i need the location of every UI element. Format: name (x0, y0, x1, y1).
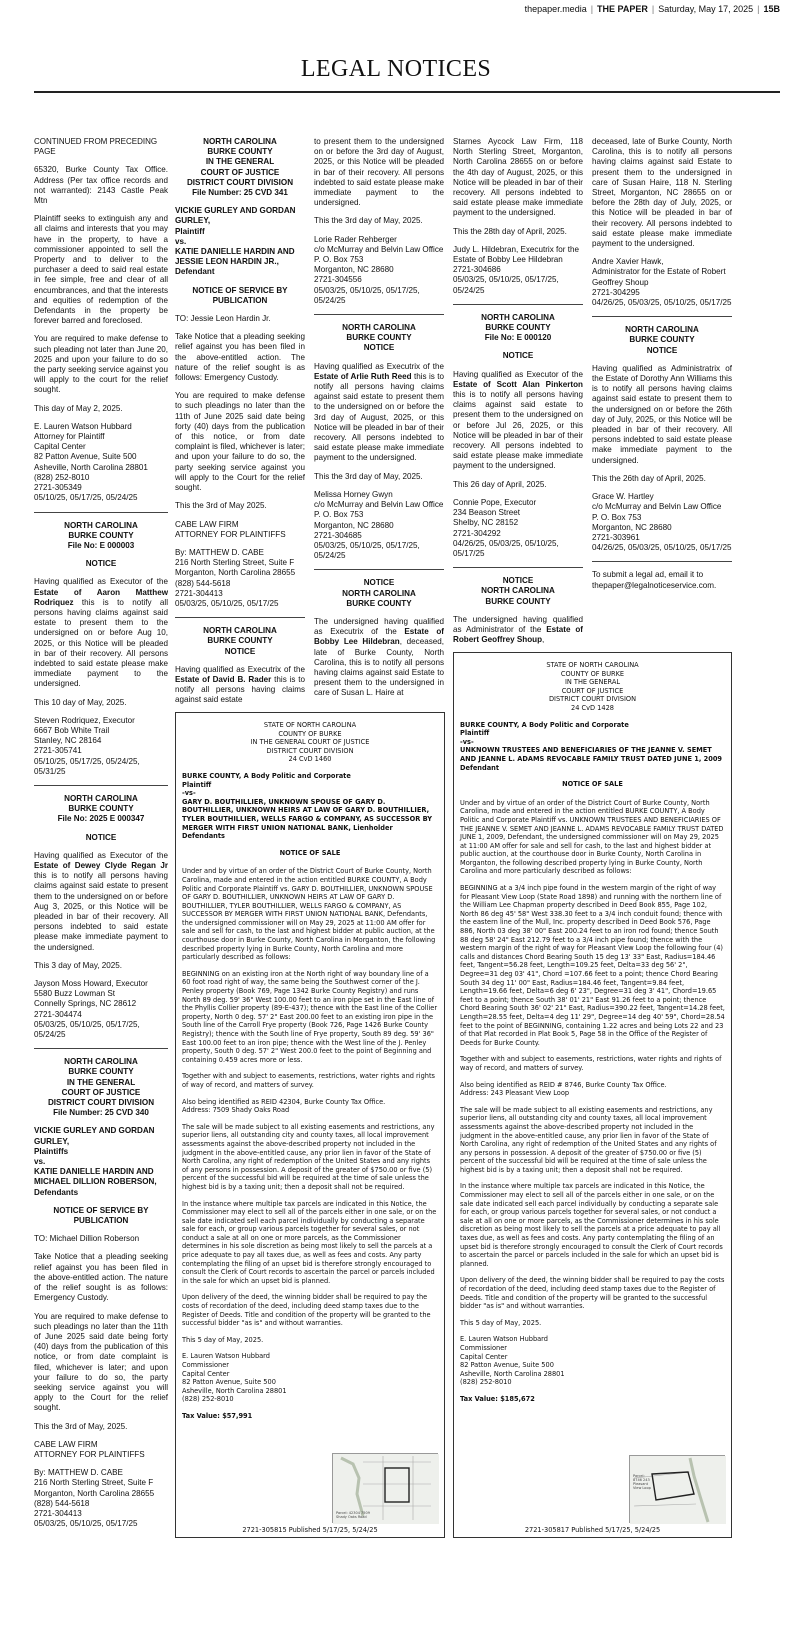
paragraph: to present them to the undersigned on or before the 3rd day of August, 2025, or this Notice will be pleaded in bar of their recovery. All persons indebted to said estate please make immediate payment to the undersigned. (314, 137, 444, 208)
date-line: This 5 day of May, 2025. (460, 1318, 542, 1327)
notice-label: NOTICE (502, 351, 534, 361)
date-line: This the 3rd of May, 2025. (34, 1421, 128, 1431)
notice-body: Having qualified as Executor of the Estate of Scott Alan Pinkerton this is to notify all persons having claims against said estate to present them to the undersigned on or before Jul 26, 2025, or this Notice will be pleaded in bar of their recovery. All persons indebted to said estate please make immediate payment to the undersigned. (453, 369, 583, 471)
divider (34, 1048, 168, 1049)
recipient-line: TO: Michael Dillion Roberson (34, 1234, 140, 1244)
signature-block: E. Lauren Watson Hubbard Attorney for Plaintiff Capital Center 82 Patton Avenue, Suite 500 Asheville, North Carolina 28801 (828) 252-8010 2721-305349 05/10/25, 05/17/25, 05/24/25 (34, 421, 148, 503)
notice-body: The undersigned having qualified as Administrator of the Estate of Robert Geoffrey Shoup, (453, 614, 583, 645)
signature-block: By: MATTHEW D. CABE 216 North Sterling Street, Suite F Morganton, North Carolina 28655 (828) 544-5618 2721-304413 05/03/25, 05/10/25, 05/17/25 (34, 1468, 155, 1527)
paragraph: The sale will be made subject to all existing easements and restrictions, any superior liens, all outstanding city and county taxes, all local improvement assessments against the above-described property not included in the judgment in the above-entitled cause, any prior lien in favor of the State of North Carolina, any right of redemption of the United States and any rights of any persons in possession. A deposit of the greater of $750.00 or five (5) percent of the successful bid will be required at the time of sale unless the highest bid is by a taxing unit; then a deposit shall not be required. (182, 1122, 435, 1191)
paragraph: You are required to make defense to such pleadings no later than the 11th of June 2025 said date being forty (40) days from the publication of this notice, or from date complaint is filed, whichever is later; and upon your failure to do so, the party seeking service against you will apply to the Court for the relief sought. (175, 391, 305, 493)
page-number: 15B (763, 4, 780, 14)
notice-heading: NOTICE NORTH CAROLINA BURKE COUNTY (481, 576, 555, 606)
notice-label: NOTICE (85, 832, 117, 842)
paragraph: Under and by virtue of an order of the District Court of Burke County, North Carolina, made and entered in the action entitled BURKE COUNTY, A Body Politic and Corporate Plaintiff vs. UNKNOWN TRUSTEES AND BENEFICIARIES OF THE JEANNE V. SEMET AND JEANNE L. ADAMS REVOCABLE FAMILY TRUST DATED JUNE 1, 2009, Defendant, the undersigned commissioner will on May 29, 2025 at 11:00 AM offer for sale and sell for cash, to the last and highest bidder at public auction, at the courthouse door in Burke County, North Carolina in Morganton, the following described property lying in Burke County, North Carolina and more particularly described as follows: (460, 798, 724, 876)
signature-block: Connie Pope, Executor 234 Beason Street Shelby, NC 28152 2721-304292 04/26/25, 05/03/25, 05/10/25, 05/17/25 (453, 497, 559, 558)
divider (314, 314, 444, 315)
court-heading: STATE OF NORTH CAROLINA COUNTY OF BURKE IN THE GENERAL COURT OF JUSTICE DISTRICT COURT DIVISION 24 CvD 1428 (546, 661, 639, 712)
notice-title: NOTICE OF SERVICE BY PUBLICATION (53, 1205, 149, 1226)
publication-footer: 2721-305815 Published 5/17/25, 5/24/25 (242, 1526, 378, 1535)
date-line: This the 3rd day of May, 2025. (314, 216, 423, 226)
parcel-map-graphic (630, 1456, 726, 1524)
signature-block: Andre Xavier Hawk, Administrator for the Estate of Robert Geoffrey Shoup 2721-304295 04/26/25, 05/03/25, 05/10/25, 05/17/25 (592, 257, 732, 308)
paragraph: In the instance where multiple tax parcels are indicated in this Notice, the Commissioner may elect to sell all of the parcels either in one sale, or on the sale date indicated sell each parcel individually by conducting a separate sale for each, or group various parcels together for several sales, or not conduct a sale at all on one or more parcels, as the Commissioner determines in his sole discretion as being most likely to sell the parcels at a price adequate to pay all taxes due, as well as fees and costs. Any party contemplating the filing of an upset bid is therefore strongly encouraged to consult the Clerk of Court records to ascertain the parcel or parcels included in the sale for which an upset bid is planned. (460, 1182, 723, 1268)
case-parties: BURKE COUNTY, A Body Politic and Corporate Plaintiff -vs- GARY D. BOUTHILLIER, UNKNOWN SPOUSE OF GARY D. BOUTHILLIER, UNKNOWN HEIRS AT LAW OF GARY D. BOUTHILLIER, TYLER BOUTHILLIER, WELLS FARGO & COMPANY, AS SUCCESSOR BY MERGER WITH FIRST UNION NATIONAL BANK, Lienholder Defendants (182, 771, 433, 841)
reid-line: Also being identified as REID # 8746, Burke County Tax Office. Address: 243 Pleasant View Loop (460, 1080, 667, 1098)
court-heading: STATE OF NORTH CAROLINA COUNTY OF BURKE IN THE GENERAL COURT OF JUSTICE DISTRICT COURT DIVISION 24 CvD 1460 (250, 721, 370, 764)
parcel-map (629, 1455, 725, 1523)
masthead-info: thepaper.media | THE PAPER | Saturday, May 17, 2025 | 15B (524, 4, 780, 14)
column-5 (592, 137, 732, 649)
notice-heading: NORTH CAROLINA BURKE COUNTY NOTICE (203, 626, 277, 656)
signature-block: Lorie Rader Rehberger c/o McMurray and Belvin Law Office P. O. Box 753 Morganton, NC 28680 2721-304556 05/03/25, 05/10/25, 05/17/25, 05/24/25 (314, 234, 444, 305)
paragraph: Upon delivery of the deed, the winning bidder shall be required to pay the costs of recordation of the deed, including deed stamp taxes due to the Register of Deeds. Title and condition of the property will be granted to the successful bidder "as is" and without warranties. (460, 1276, 725, 1311)
notice-heading: NOTICE NORTH CAROLINA BURKE COUNTY (342, 578, 416, 608)
masthead (0, 0, 792, 90)
signature-block: Judy L. Hildebran, Executrix for the Estate of Bobby Lee Hildebran 2721-304686 05/03/25, 05/10/25, 05/17/25, 05/24/25 (453, 244, 579, 295)
signature-block: Steven Rodriquez, Executor 6667 Bob White Trail Stanley, NC 28164 2721-305741 05/10/25, 05/17/25, 05/24/25, 05/31/25 (34, 715, 140, 776)
divider (453, 567, 583, 568)
date-line: This day of May 2, 2025. (34, 403, 123, 413)
column-2 (175, 137, 305, 709)
divider (592, 316, 732, 317)
notice-heading: NORTH CAROLINA BURKE COUNTY NOTICE (342, 323, 416, 353)
paragraph: Together with and subject to easements, restrictions, water rights and rights of way of record, and matters of survey. (460, 1055, 722, 1072)
divider (175, 617, 305, 618)
notice-body: Having qualified as Executor of the Estate of Aaron Matthew Rodriquez this is to notify all persons having claims against said estate to present them to the undersigned on or before Aug 10, 2025, or this Notice will be pleaded in bar of their recovery. All persons indebted to said estate please make immediate payment to the undersigned. (34, 577, 168, 689)
firm-block: CABE LAW FIRM ATTORNEY FOR PLAINTIFFS (34, 1439, 145, 1459)
case-parties: BURKE COUNTY, A Body Politic and Corporate Plaintiff -vs- UNKNOWN TRUSTEES AND BENEFICIARIES OF THE JEANNE V. SEMET AND JEANNE L. ADAMS REVOCABLE FAMILY TRUST DATED JUNE 1, 2009 Defendant (460, 720, 722, 772)
paragraph: Take Notice that a pleading seeking relief against you has been filed in the above-entitled action. The nature of the relief sought is as follows: Emergency Custody. (34, 1252, 168, 1303)
paragraph: 65320, Burke County Tax Office. Address (Per tax office records and not warranted): 2143 Castle Peak Mtn (34, 165, 168, 206)
notice-title: NOTICE OF SERVICE BY PUBLICATION (192, 285, 288, 305)
notice-of-sale-box-2 (453, 652, 732, 1538)
recipient-line: TO: Jessie Leon Hardin Jr. (175, 314, 271, 324)
date-line: This 26 day of April, 2025. (453, 479, 547, 489)
date-line: This the 3rd of May 2025. (175, 501, 267, 511)
signature-block: E. Lauren Watson Hubbard Commissioner Capital Center 82 Patton Avenue, Suite 500 Asheville, North Carolina 28801 (828) 252-8010 (182, 1352, 287, 1404)
paragraph: deceased, late of Burke County, North Carolina, this is to notify all persons having claims against said Estate to present them to the undersigned in care of Susan Haire, 118 N. Sterling Street, Morganton, NC 28655 on or before the 28th day of July, 2025, or this Notice will be pleaded in bar of their recovery. All persons indebted to said estate please make immediate payment to the undersigned. (592, 137, 732, 249)
notice-body: The undersigned having qualified as Executrix of the Estate of Bobby Lee Hildebran, deceased, late of Burke County, North Carolina, this is to notify all persons having claims against said Estate to present them to the undersigned in care of Susan L. Haire at (314, 616, 444, 698)
paper-name: THE PAPER (597, 4, 648, 14)
divider (34, 785, 168, 786)
notice-body: Having qualified as Executrix of the Estate of David B. Rader this is to notify all persons having claims against said estate (175, 664, 305, 705)
notice-of-sale-title: NOTICE OF SALE (562, 780, 623, 789)
divider (592, 561, 732, 562)
firm-block: CABE LAW FIRM ATTORNEY FOR PLAINTIFFS (175, 519, 286, 539)
publication-footer: 2721-305817 Published 5/17/25, 5/24/25 (524, 1526, 661, 1535)
signature-block: Grace W. Hartley c/o McMurray and Belvin Law Office P. O. Box 753 Morganton, NC 28680 2721-303961 04/26/25, 05/03/25, 05/10/25, 05/17/25 (592, 492, 732, 553)
property-description: BEGINNING at a 3/4 inch pipe found in the western margin of the right of way for Pleasant View Loop (State Road 1898) and running with the northern line of the William Lee Chapman property described in Deed Book 855, Page 102, North 86 deg 45' 58" West 338.30 feet to a 3/4 inch conduit found; thence with the eastern line of the Mull, Inc. property described in Deed Book 576, Page 886, North 03 deg 38' 00" East 200.24 feet to an iron rod found; thence South 88 deg 58' 24" East 212.79 feet to a 3/4 inch pipe found; thence with the western margin of the right of way for Pleasant View Loop the following four (4) calls and distances Chord Bearing South 15 deg 13' 33" East, Radius=184.46 feet, Tangent=56.28 feet, Length=109.25 feet, Delta=33 deg 56' 2", Degree=31 deg 03' 41", Chord =107.66 feet to a point; thence Chord Bearing South 34 deg 11' 00" East, Radius=184.46 feet, Tangent=9.84 feet, Length=19.66 feet, Delta=6 deg 6' 23", Degree=31 deg 3' 41", Chord=19.65 feet to a point; thence South 38' 01' 21" East 91.26 feet to a point; thence Chord Bearing South 36' 02' 21" East, Radius=390.22 feet, Tangent=14.28 feet, Length=28.55 feet, Delta=4 deg 11' 29", Degree=14 deg 40' 59", Chord=28.54 feet to the point of BEGINNING, containing 1.22 acres and being Lots 22 and 23 of that Plat recorded in Plat Book 5, Page 58 in the Office of the Register of Deeds for Burke County. (460, 884, 725, 1047)
date-line: This 3 day of May, 2025. (34, 960, 123, 970)
notice-heading: NORTH CAROLINA BURKE COUNTY IN THE GENERAL COURT OF JUSTICE DISTRICT COURT DIVISION File Number: 25 CVD 341 (186, 137, 294, 198)
case-parties: VICKIE GURLEY AND GORDAN GURLEY, Plaintiff vs. KATIE DANIELLE HARDIN AND JESSIE LEON HARDIN JR., Defendant (175, 206, 296, 277)
column-4 (453, 137, 583, 649)
notice-heading: NORTH CAROLINA BURKE COUNTY File No: E 000120 (481, 312, 555, 343)
continued-label: CONTINUED FROM PRECEDING PAGE (34, 137, 158, 157)
notice-heading: NORTH CAROLINA BURKE COUNTY File No: 2025 E 000347 (57, 793, 145, 824)
paragraph: You are required to make defense to such pleadings no later than the 11th of June 2025 said date being forty (40) days from the publication of this notice, or from date complaint is filed, whichever is later; and upon your failure to do so, the party seeking service against you will apply to the Court for the relief sought. (34, 1311, 168, 1413)
map-label: Parcel: 8746 243 Pleasant View Loop (633, 1474, 651, 1490)
column-1 (34, 137, 168, 1527)
divider (453, 304, 583, 305)
tax-value: Tax Value: $57,991 (182, 1411, 253, 1420)
notice-body: Having qualified as Executrix of the Estate of Arlie Ruth Reed this is to notify all persons having claims against said estate to present them to the undersigned on or before the 3rd day of August, 2025, or this Notice will be pleaded in bar of their recovery. All persons indebted to said estate please make immediate payment to the undersigned. (314, 361, 444, 463)
paragraph: In the instance where multiple tax parcels are indicated in this Notice, the Commissioner may elect to sell all of the parcels either in one sale, or on the sale date indicated sell each parcel individually by conducting a separate sale for each, or group various parcels together for several sales, or not conduct a sale at all on one or more parcels, as the Commissioner determines in his sole discretion as being most likely to sell the parcels at a price adequate to pay all taxes due, as well as fees and costs. Any party contemplating the filing of an upset bid is therefore strongly encouraged to consult the Clerk of Court records to ascertain the parcel or parcels included in the sale for which an upset bid is planned. (182, 1199, 437, 1285)
site-name: thepaper.media (524, 4, 587, 14)
signature-block: By: MATTHEW D. CABE 216 North Sterling Street, Suite F Morganton, North Carolina 28655 (828) 544-5618 2721-304413 05/03/25, 05/10/25, 05/17/25 (175, 547, 296, 608)
reid-line: Also being identified as REID 42304, Burke County Tax Office. Address: 7509 Shady Oaks Road (182, 1097, 386, 1115)
paragraph: Under and by virtue of an order of the District Court of Burke County, North Carolina, made and entered in the action entitled BURKE COUNTY, A Body Politic and Corporate Plaintiff vs. GARY D. BOUTHILLIER, UNKNOWN SPOUSE OF GARY D. BOUTHILLIER, UNKNOWN HEIRS AT LAW OF GARY D. BOUTHILLIER, TYLER BOUTHILLIER, WELLS FARGO & COMPANY, AS SUCCESSOR BY MERGER WITH FIRST UNION NATIONAL BANK, Defendants, the undersigned commissioner will on May 29, 2025 at 11:00 AM offer for sale and sell for cash, to the last and highest bidder at public auction, at the courthouse door in Burke County, North Carolina in Morganton, the following described property lying in Burke County, North Carolina and more particularly described as follows: (182, 867, 436, 962)
notice-of-sale-box-1 (175, 712, 445, 1538)
submit-ad-note: To submit a legal ad, email it to thepaper@legalnoticeservice.com. (592, 570, 717, 590)
paragraph: The sale will be made subject to all existing easements and restrictions, any superior liens, all outstanding city and county taxes, all local improvement assessments against the above-described property not included in the judgment in the above-entitled cause, any prior lien in favor of the State of North Carolina, any right of redemption of the United States and any rights of any persons in possession. A deposit of the greater of $750.00 or five (5) percent of the successful bid will be required at the time of sale unless the highest bid is by a taxing unit; then a deposit shall not be required. (460, 1105, 717, 1174)
date-line: This the 28th day of April, 2025. (453, 226, 567, 236)
date-line: This the 3rd day of May, 2025. (314, 471, 423, 481)
signature-block: E. Lauren Watson Hubbard Commissioner Capital Center 82 Patton Avenue, Suite 500 Asheville, North Carolina 28801 (828) 252-8010 (460, 1335, 565, 1387)
paragraph: Starnes Aycock Law Firm, 118 North Sterling Street, Morganton, North Carolina 28655 on or before the 4th day of August, 2025, or this Notice will be pleaded in bar of their recovery. All persons indebted to said estate please make immediate payment to the undersigned. (453, 137, 583, 218)
issue-date: Saturday, May 17, 2025 (658, 4, 754, 14)
date-line: This 5 day of May, 2025. (182, 1335, 264, 1344)
divider (34, 512, 168, 513)
notice-of-sale-title: NOTICE OF SALE (279, 848, 341, 857)
divider (314, 569, 444, 570)
paragraph: Take Notice that a pleading seeking relief against you has been filed in the above-entitled action. The nature of the relief sought is as follows: Emergency Custody. (175, 332, 305, 383)
signature-block: Jayson Moss Howard, Executor 5580 Buzz Lowman St Connelly Springs, NC 28612 2721-304474 05/03/25, 05/10/25, 05/17/25, 05/24/25 (34, 979, 148, 1040)
property-description: BEGINNING on an existing iron at the North right of way boundary line of a 60 foot road right of way, the same being the Southwest corner of the J. Penley property (Book 769, Page 1342 Burke County Registry) and runs North 89 deg. 59' 36" West 100.00 feet to an iron pipe set in the East line of the Phyllis Collier property (89-E-437); thence with the East line of the Collier property, North 0 deg. 57' 2" East 200.00 feet to an existing iron pipe in the South line of the Carroll Frye property (Book 726, Page 1426 Burke County Registry); thence with the South line of Frye property, South 89 deg. 59' 36" East 100.00 feet to an iron pipe; thence with the West line of the J. Penley property, South 0 deg. 57' 2" West 200.0 feet to the point of Beginning and containing 0.459 acres more or less. (182, 969, 438, 1064)
case-parties: VICKIE GURLEY AND GORDAN GURLEY, Plaintiffs vs. KATIE DANIELLE HARDIN AND MICHAEL DILLION ROBERSON, Defendants (34, 1126, 157, 1197)
map-label: Parcel: 42304 7509 Shady Oaks Road (336, 1511, 370, 1519)
paragraph: You are required to make defense to such pleading not later than June 20, 2025 and upon your failure to do so the party seeking service against you will apply to the court for the relief sought. (34, 334, 168, 395)
notice-label: NOTICE (85, 559, 117, 569)
paragraph: Upon delivery of the deed, the winning bidder shall be required to pay the costs of recordation of the deed, including deed stamp taxes due to the Register of Deeds. Title and condition of the property will be granted to the successful bidder "as is" and without warranties. (182, 1293, 431, 1328)
column-3 (314, 137, 444, 709)
notice-body: Having qualified as Executor of the Estate of Dewey Clyde Regan Jr this is to notify all persons having claims against said estate to present them to the undersigned on or before Aug 3, 2025, or this Notice will be pleaded in bar of their recovery. All persons indebted to said estate please make immediate payment to the undersigned. (34, 850, 168, 952)
date-line: This 10 day of May, 2025. (34, 697, 127, 707)
signature-block: Melissa Horney Gwyn c/o McMurray and Belvin Law Office P. O. Box 753 Morganton, NC 28680 2721-304685 05/03/25, 05/10/25, 05/17/25, 05/24/25 (314, 489, 444, 561)
title-rule (34, 91, 780, 93)
date-line: This the 26th day of April, 2025. (592, 473, 706, 483)
notice-heading: NORTH CAROLINA BURKE COUNTY NOTICE (625, 325, 699, 355)
page-title: LEGAL NOTICES (300, 56, 492, 82)
paragraph: Together with and subject to easements, restrictions, water rights and rights of way of record, and matters of survey. (182, 1072, 435, 1089)
parcel-map (332, 1453, 438, 1523)
tax-value: Tax Value: $185,672 (460, 1394, 535, 1403)
notice-body: Having qualified as Administratrix of the Estate of Dorothy Ann Williams this is to notify all persons having claims against said estate to present them to the undersigned on or before the 26th day of July, 2025, or this Notice will be pleaded in bar of their recovery. All persons indebted to said estate please make immediate payment to the undersigned. (592, 363, 732, 465)
notice-heading: NORTH CAROLINA BURKE COUNTY IN THE GENERAL COURT OF JUSTICE DISTRICT COURT DIVISION File Number: 25 CVD 340 (47, 1057, 155, 1118)
paragraph: Plaintiff seeks to extinguish any and all claims and interests that you may have in the property, to have a commissioner appointed to sell the Property and to deliver to the purchaser a deed to said real estate in fee simple, free and clear of all encumbrances, and that the interests and equities of redemption of the Defendants in the property be forever barred and foreclosed. (34, 214, 168, 326)
notice-heading: NORTH CAROLINA BURKE COUNTY File No: E 000003 (64, 520, 138, 550)
